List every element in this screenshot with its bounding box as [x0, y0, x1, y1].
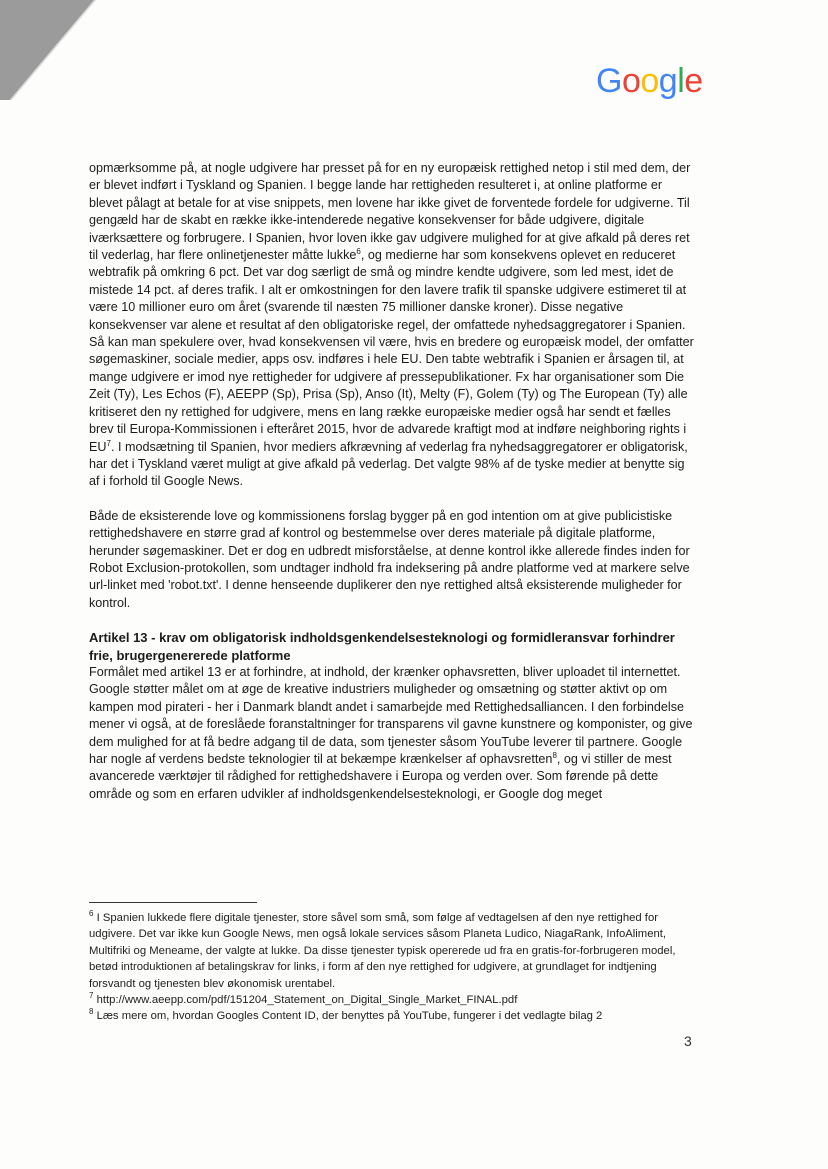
footnote-8 — [89, 1008, 695, 1024]
paragraph-article-13 — [89, 664, 695, 803]
footnotes — [89, 910, 695, 1025]
logo-letter-o1: o — [621, 62, 641, 100]
logo-letter-o2: o — [640, 62, 659, 100]
section-heading-article-13: Artikel 13 - krav om obligatorisk indholdsgenkendelsesteknologi og formidleransvar forhindrer frie, brugergenererede platforme — [89, 630, 675, 663]
document-body — [89, 160, 695, 820]
scan-corner-fold — [0, 0, 100, 100]
logo-letter-g2: g — [658, 62, 678, 100]
footnote-7 — [89, 992, 695, 1008]
footnote-text: I Spanien lukkede flere digitale tjenester, store såvel som små, som følge af vedtagelsen af den nye rettighed for udgivere. Det var ikke kun Google News, men også lokale services såsom Planeta Ludico, NiagaRank, InfoAliment, Multifriki og Meneame, der valgte at lukke. Da disse tjenester typisk opererede ud fra en gratis-for-forbrugeren model, betød introduktionen af betalingskrav for links, i form af den nye rettighed for udgivere, at grundlaget for indtjening forsvandt og tjenesten blev økonomisk urentabel. — [89, 912, 676, 990]
footnote-ref-7: 7 — [106, 438, 111, 448]
google-logo — [596, 62, 703, 101]
footnote-ref-8: 8 — [552, 750, 557, 760]
page-number: 3 — [684, 1033, 692, 1049]
footnote-number: 8 — [89, 1007, 94, 1017]
paragraph3-text-b: , og vi stiller de mest avancerede værktøjer til rådighed for rettighedshavere i Europa og verden over. Som førende på dette område og som en erfaren udvikler af indholdsgenkendelsesteknologi, er Google dog meget — [89, 752, 672, 801]
logo-letter-g1: G — [596, 62, 622, 100]
footnote-ref-6: 6 — [356, 246, 361, 256]
footnote-6 — [89, 910, 695, 992]
paragraph1-text-b: , og medierne har som konsekvens oplevet en reduceret webtrafik på omkring 6 pct. Det var dog særligt de små og mindre kendte udgivere, som led mest, idet de mistede 14 pct. af deres trafik. I alt er omkostningen for den lavere trafik til spanske udgivere estimeret til at være 10 millioner euro om året (svarende til næsten 75 millioner danske kroner). Disse negative konsekvenser var alene et resultat af den obligatoriske regel, der omfattede nyhedsaggregatorer i Spanien. Så kan man spekulere over, hvad konsekvensen vil være, hvis en bredere og europæisk model, der omfatter søgemaskiner, sociale medier, apps osv. indføres i hele EU. Den tabte webtrafik i Spanien er årsagen til, at mange udgivere er imod nye rettigheder for udgivere af pressepublikationer. Fx har organisationer som Die Zeit (Ty), Les Echos (F), AEEPP (Sp), Prisa (Sp), Anso (It), Melty (F), Golem (Ty) og The European (Ty) alle kritiseret den ny rettighed for udgivere, mens en lang række europæiske medier også har sendt et fælles brev til Europa-Kommissionen i efteråret 2015, hvor de advarede kraftigt mod at indføre neighboring rights i EU — [89, 248, 694, 454]
paragraph-neighboring-rights — [89, 160, 695, 491]
logo-letter-l: l — [677, 62, 685, 100]
paragraph1-text-a: opmærksomme på, at nogle udgivere har presset på for en ny europæisk rettighed netop i stil med dem, der er blevet indført i Tyskland og Spanien. I begge lande har rettigheden resulteret i, at online platforme er blevet pålagt at betale for at vise snippets, men lovene har ikke givet de forventede fordele for udgiverne. Til gengæld har de skabt en række ikke-intenderede negative konsekvenser for både udgivere, digitale iværksættere og forbrugere. I Spanien, hvor loven ikke gav udgivere mulighed for at give afkald på deres ret til vederlag, har flere onlinetjenester måtte lukke — [89, 161, 691, 263]
logo-letter-e: e — [684, 62, 703, 100]
footnote-number: 6 — [89, 909, 94, 919]
paragraph3-text-a: Formålet med artikel 13 er at forhindre, at indhold, der krænker ophavsretten, bliver uploadet til internettet. Google støtter målet om at øge de kreative industriers muligheder og omsætning og støtter aktivt op om kampen mod pirateri - her i Danmark blandt andet i samarbejde med Rettighedsalliancen. I den forbindelse mener vi også, at de foreslåede foranstaltninger for transparens vil gavne kunstnere og komponister, og give dem mulighed for at få bedre adgang til de data, som tjenester såsom YouTube leverer til partnere. Google har nogle af verdens bedste teknologier til at bekæmpe krænkelser af ophavsretten — [89, 664, 693, 766]
footnote-divider — [89, 902, 257, 903]
footnote-link[interactable]: http://www.aeepp.com/pdf/151204_Statement_on_Digital_Single_Market_FINAL.pdf — [93, 994, 518, 1007]
footnote-text: Læs mere om, hvordan Googles Content ID, der benyttes på YouTube, fungerer i det vedlagte bilag 2 — [93, 1010, 603, 1023]
footnote-number: 7 — [89, 991, 94, 1001]
paragraph1-text-c: . I modsætning til Spanien, hvor mediers afkrævning af vederlag fra nyhedsaggregatorer er obligatorisk, har det i Tyskland været muligt at give afkald på vederlag. Det valgte 98% af de tyske medier at benytte sig af i forhold til Google News. — [89, 439, 688, 489]
paragraph-robot-exclusion: Både de eksisterende love og kommissionens forslag bygger på en god intention om at give publicistiske rettighedshavere en større grad af kontrol og bestemmelse over deres materiale på digitale platforme, herunder søgemaskiner. Det er dog en udbredt misforståelse, at denne kontrol ikke allerede findes inden for Robot Exclusion-protokollen, som undtager indhold fra indeksering på andre platforme ved at markere selve url-linket med 'robot.txt'. I denne henseende duplikerer den nye rettighed altså eksisterende muligheder for kontrol. — [89, 508, 690, 610]
